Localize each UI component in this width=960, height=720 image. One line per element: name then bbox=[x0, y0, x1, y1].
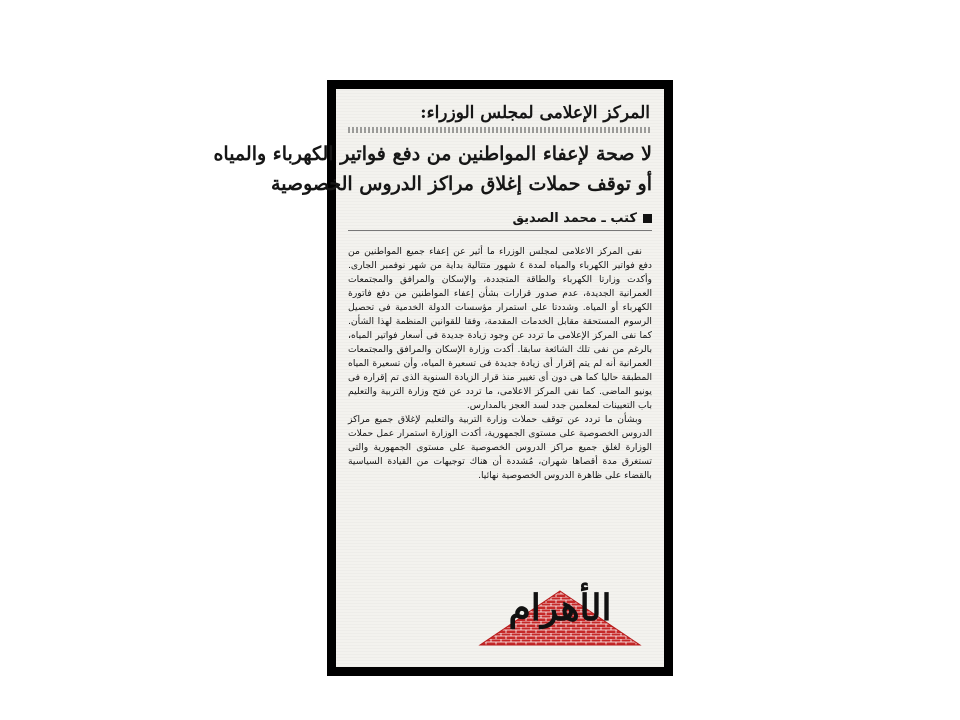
byline-row bbox=[348, 211, 652, 231]
headline-line-1: لا صحة لإعفاء المواطنين من دفع فواتير الكهرباء والمياه bbox=[213, 143, 652, 165]
byline: كتب ـ محمد الصديق bbox=[512, 211, 637, 226]
dotted-rule bbox=[348, 127, 652, 133]
ahram-logo bbox=[476, 585, 644, 649]
kicker: المركز الإعلامى لمجلس الوزراء: bbox=[420, 103, 650, 123]
clipping-frame bbox=[213, 80, 673, 676]
article-body bbox=[348, 245, 652, 483]
square-bullet-icon bbox=[643, 214, 652, 223]
paragraph: وبشأن ما تردد عن توقف حملات وزارة التربية والتعليم لإغلاق جميع مراكز الدروس الخصوصية على مستوى الجمهورية، أكدت الوزارة استمرار عمل حملات الوزارة لغلق جميع مراكز الدروس الخصوصية على مستوى الجمهورية والتى تستغرق مدة أقصاها شهران، مُشددة أن هناك توجيهات من القيادة السياسية بالقضاء على ظاهرة الدروس الخصوصية نهائيا. bbox=[348, 414, 652, 481]
logo-text: الأهرام bbox=[508, 587, 612, 629]
paragraph: نفى المركز الاعلامى لمجلس الوزراء ما أثير عن إعفاء جميع المواطنين من دفع فواتير الكهرباء والمياه لمدة ٤ شهور متتالية بداية من شهر نوفمبر الجارى. وأكدت وزارتا الكهرباء والطاقة المتجددة، والإسكان والمرافق والمجتمعات العمرانية الجديدة، عدم صدور قرارات بشأن إعفاء المواطنين من دفع فاتورة الكهرباء أو المياه. وشددتا على استمرار مؤسسات الدولة الخدمية فى تحصيل الرسوم المستحقة مقابل الخدمات المقدمة، وفقا للقوانين المنظمة لهذا الشأن. كما نفى المركز الإعلامى ما تردد عن وجود زيادة جديدة فى أسعار فواتير المياه، بالرغم من نفى تلك الشائعة سابقا. أكدت وزارة الإسكان والمرافق والمجتمعات العمرانية أنه لم يتم إقرار أى زيادة جديدة فى تسعيرة المياه، وأن تسعيرة المياه المطبقة حاليا كما هى دون أى تغيير منذ قرار الزيادة السنوية الذى تم إقراره فى يونيو الماضى. كما نفى المركز الاعلامى، ما تردد عن فتح وزارة التربية والتعليم باب التعيينات لمعلمين جدد لسد العجز بالمدارس. bbox=[348, 246, 652, 411]
headline-line-2: أو توقف حملات إغلاق مراكز الدروس الخصوصية bbox=[271, 173, 652, 195]
newspaper-clipping bbox=[213, 89, 664, 667]
